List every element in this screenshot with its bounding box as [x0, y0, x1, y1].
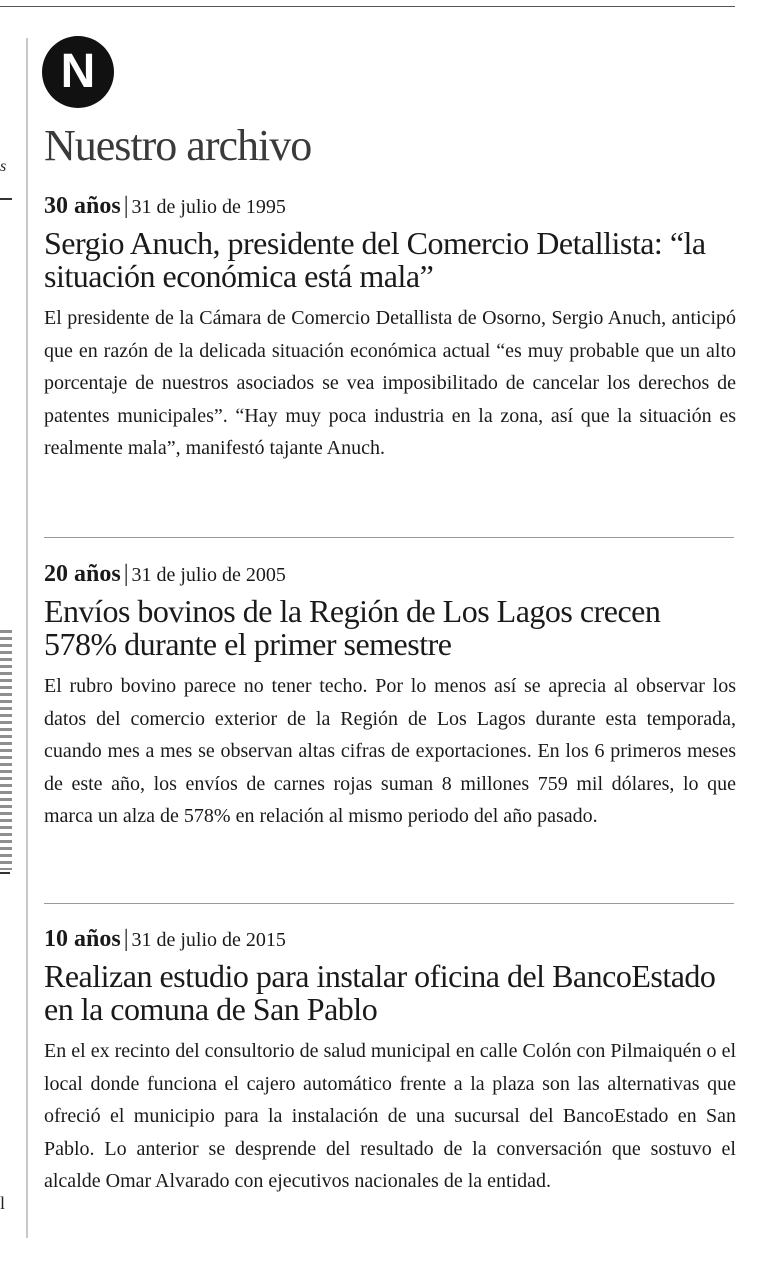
article-body: El presidente de la Cámara de Comercio Detallista de Osorno, Sergio Anuch, anticipó que en razón de la delicada situación económica actual “es muy probable que un alto porcentaje de nuestros asociados se vea imposibilitado de cancelar los derechos de patentes municipales”. “Hay muy poca industria en la zona, así que la situación es realmente mala”, manifestó tajante Anuch. [44, 307, 736, 459]
left-column-text-fragment: s [0, 158, 7, 175]
article-headline: Sergio Anuch, presidente del Comercio Detallista: “la situación económica está mala” [44, 225, 706, 294]
dateline-separator: | [123, 193, 129, 219]
left-column-vertical-text-remnant [0, 630, 12, 870]
logo-letter: N [60, 45, 96, 98]
article-date: 31 de julio de 2005 [131, 564, 286, 586]
article-years-ago: 20 años [44, 561, 121, 587]
section-logo-icon [42, 36, 114, 108]
article-dateline [44, 192, 736, 221]
column-divider [26, 38, 28, 1238]
dateline-separator: | [123, 926, 129, 952]
article-body: El rubro bovino parece no tener techo. Por lo menos así se aprecia al observar los datos del comercio exterior de la Región de Los Lagos durante esta temporada, cuando mes a mes se observan altas cifras de exportaciones. En los 6 primeros meses de este año, los envíos de carnes rojas suman 8 millones 759 mil dólares, lo que marca un alza de 578% en relación al mismo periodo del año pasado. [44, 675, 736, 827]
archive-article [44, 560, 736, 833]
article-date: 31 de julio de 2015 [131, 929, 286, 951]
article-separator-rule [44, 903, 734, 904]
left-column-dash [0, 198, 12, 200]
archive-article [44, 192, 736, 465]
article-headline: Envíos bovinos de la Región de Los Lagos crecen 578% durante el primer semestre [44, 593, 661, 662]
article-years-ago: 30 años [44, 193, 121, 219]
dateline-separator: | [123, 561, 129, 587]
top-rule [0, 6, 735, 7]
article-separator-rule [44, 537, 734, 538]
article-date: 31 de julio de 1995 [131, 196, 286, 218]
archive-article [44, 925, 736, 1198]
article-dateline [44, 560, 736, 589]
section-title: Nuestro archivo [44, 121, 312, 170]
left-column-text-fragment: l [0, 1193, 6, 1213]
article-dateline [44, 925, 736, 954]
article-body: En el ex recinto del consultorio de salud municipal en calle Colón con Pilmaiquén o el local donde funciona el cajero automático frente a la plaza son las alternativas que ofreció el municipio para la instalación de una sucursal del BancoEstado en San Pablo. Lo anterior se desprende del resultado de la conversación que sostuvo el alcalde Omar Alvarado con ejecutivos nacionales de la entidad. [44, 1040, 736, 1192]
article-headline: Realizan estudio para instalar oficina del BancoEstado en la comuna de San Pablo [44, 958, 716, 1027]
left-column-dash [0, 872, 10, 874]
article-years-ago: 10 años [44, 926, 121, 952]
